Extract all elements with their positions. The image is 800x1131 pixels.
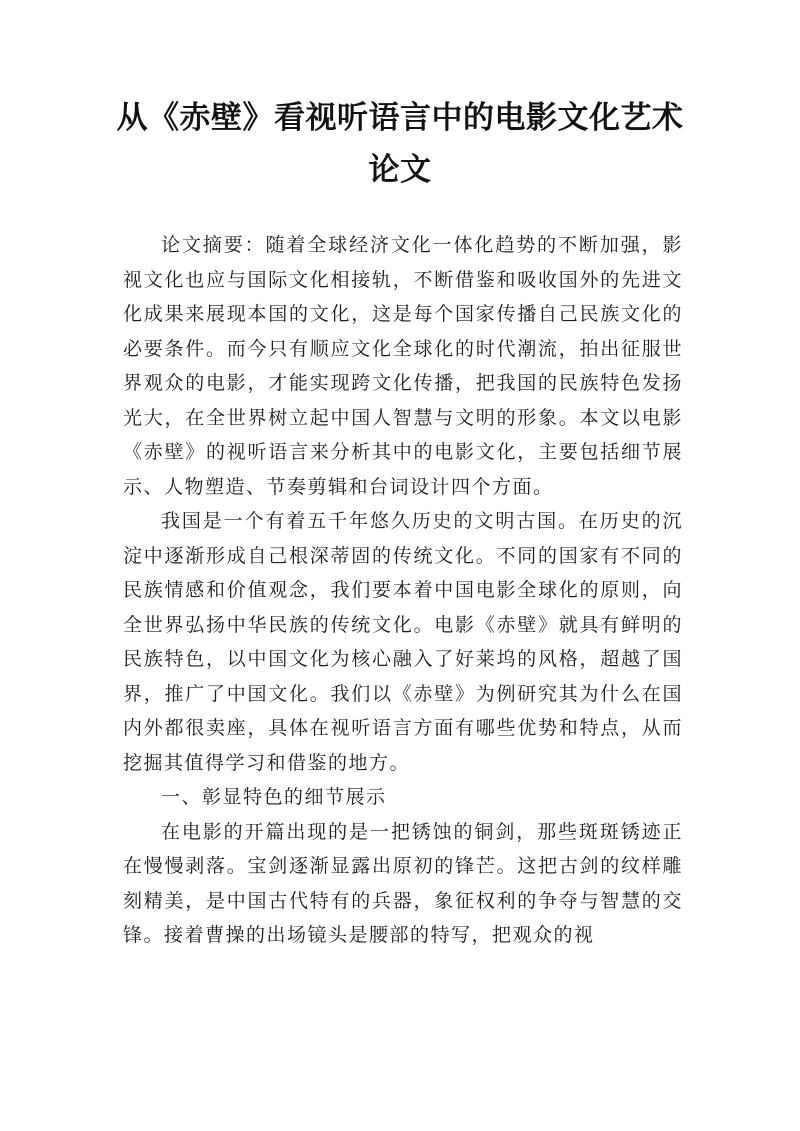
abstract-paragraph: 论文摘要：随着全球经济文化一体化趋势的不断加强，影视文化也应与国际文化相接轨，不断借鉴和吸收国外的先进文化成果来展现本国的文化，这是每个国家传播自己民族文化的必要条件。而今只有顺应文化全球化的时代潮流，拍出征服世界观众的电影，才能实现跨文化传播，把我国的民族特色发扬光大，在全世界树立起中国人智慧与文明的形象。本文以电影《赤壁》的视听语言来分析其中的电影文化，主要包括细节展示、人物塑造、节奏剪辑和台词设计四个方面。 (123, 234, 683, 498)
section-paragraph: 在电影的开篇出现的是一把锈蚀的铜剑，那些斑斑锈迹正在慢慢剥落。宝剑逐渐显露出原初的锋芒。这把古剑的纹样雕刻精美，是中国古代特有的兵器，象征权利的争夺与智慧的交锋。接着曹操的出场镜头是腰部的特写，把观众的视 (123, 820, 683, 946)
section-heading: 一、彰显特色的细节展示 (161, 786, 387, 808)
intro-paragraph: 我国是一个有着五千年悠久历史的文明古国。在历史的沉淀中逐渐形成自己根深蒂固的传统文化。不同的国家有不同的民族情感和价值观念，我们要本着中国电影全球化的原则，向全世界弘扬中华民族的传统文化。电影《赤壁》就具有鲜明的民族特色，以中国文化为核心融入了好莱坞的风格，超越了国界，推广了中国文化。我们以《赤壁》为例研究其为什么在国内外都很卖座，具体在视听语言方面有哪些优势和特点，从而挖掘其值得学习和借鉴的地方。 (123, 510, 683, 774)
document-body (123, 228, 683, 953)
document-title: 从《赤壁》看视听语言中的电影文化艺术论文 (116, 100, 684, 188)
